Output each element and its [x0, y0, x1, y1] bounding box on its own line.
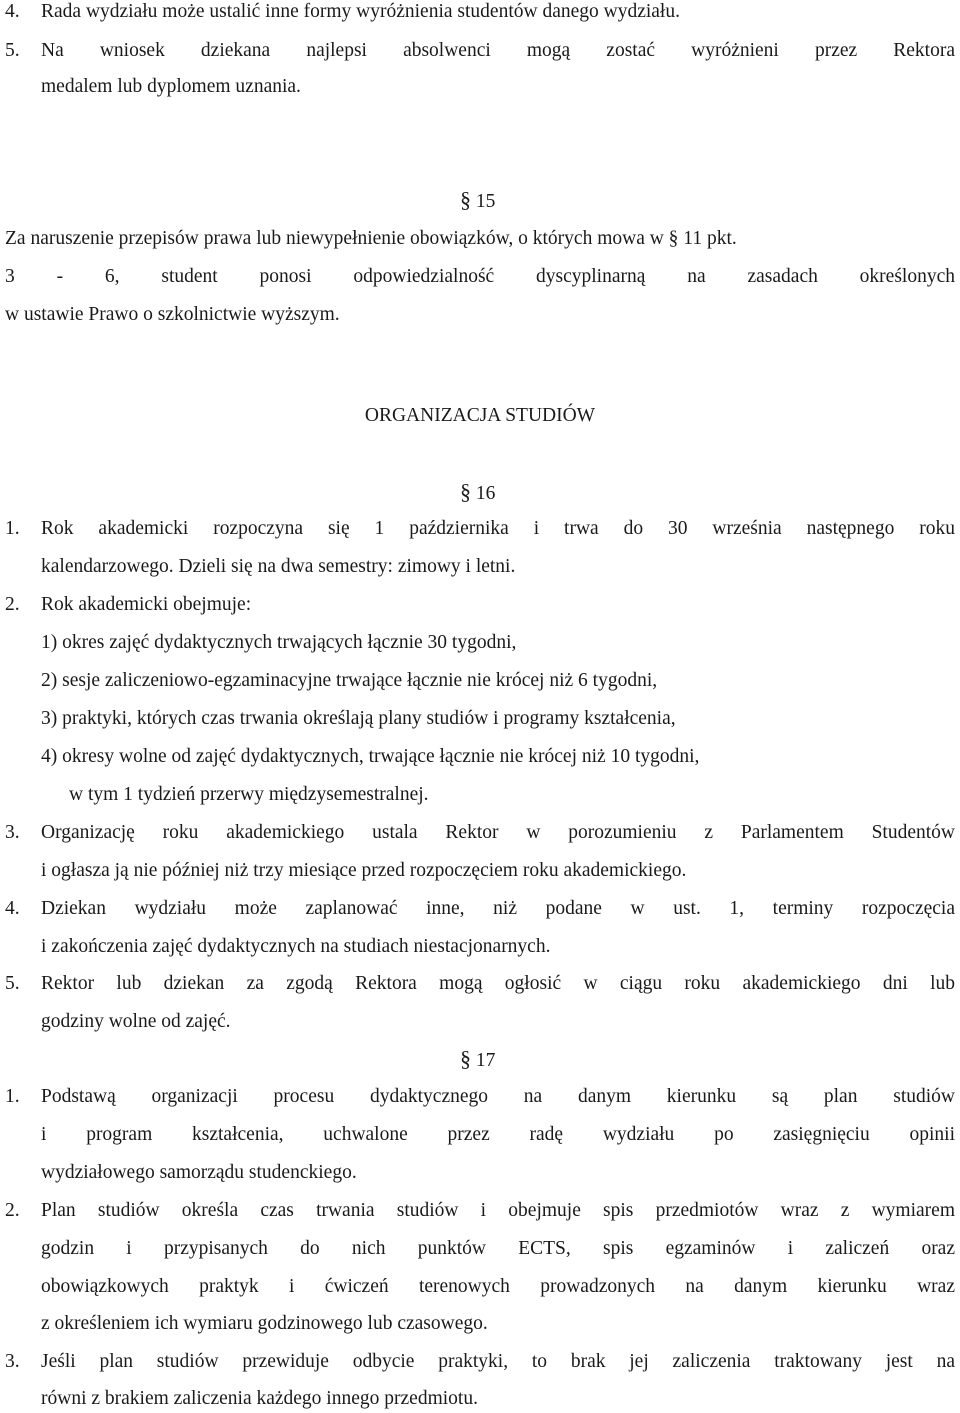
section-heading-15: [0, 186, 960, 214]
paragraph-line: Organizację roku akademickiego ustala Rektor w porozumieniu z Parlamentem Studentów: [41, 822, 955, 843]
item-number: 5.: [5, 973, 20, 994]
paragraph-line: Na wniosek dziekana najlepsi absolwenci mogą zostać wyróżnieni przez Rektora: [41, 40, 955, 61]
paragraph-line: godziny wolne od zajęć.: [41, 1011, 231, 1032]
paragraph-line: Za naruszenie przepisów prawa lub niewypełnienie obowiązków, o których mowa w § 11 pkt.: [5, 228, 737, 249]
paragraph-line: równi z brakiem zaliczenia każdego innego przedmiotu.: [41, 1388, 478, 1409]
list-item-continuation: [0, 73, 960, 101]
paragraph-line: Dziekan wydziału może zaplanować inne, niż podane w ust. 1, terminy rozpoczęcia: [41, 898, 955, 919]
list-item: [0, 0, 960, 26]
list-item-continuation: [0, 1159, 960, 1187]
section-sign: §: [460, 479, 471, 504]
section-mark: [460, 186, 495, 216]
item-number: 5.: [5, 40, 20, 61]
section-mark: [460, 478, 495, 508]
list-item: [0, 970, 960, 998]
paragraph-line: 3) praktyki, których czas trwania określają plany studiów i programy kształcenia,: [41, 708, 676, 729]
list-item: [0, 1348, 960, 1376]
paragraph-line: i program kształcenia, uchwalone przez radę wydziału po zasięgnięciu opinii: [41, 1124, 955, 1145]
item-number: 3.: [5, 822, 20, 843]
section-heading-17: [0, 1045, 960, 1073]
paragraph-line: Rektor lub dziekan za zgodą Rektora mogą ogłosić w ciągu roku akademickiego dni lub: [41, 973, 955, 994]
paragraph-line: godzin i przypisanych do nich punktów ECTS, spis egzaminów i zaliczeń oraz: [41, 1238, 955, 1259]
list-item: [0, 1197, 960, 1225]
list-item: [0, 515, 960, 543]
paragraph-line: wydziałowego samorządu studenckiego.: [41, 1162, 357, 1183]
paragraph: [0, 301, 960, 329]
section-number: 16: [475, 483, 496, 504]
paragraph-line: obowiązkowych praktyk i ćwiczeń terenowych prowadzonych na danym kierunku wraz: [41, 1276, 955, 1297]
list-item: [0, 895, 960, 923]
paragraph-line: Podstawą organizacji procesu dydaktycznego na danym kierunku są plan studiów: [41, 1086, 955, 1107]
list-item: [0, 819, 960, 847]
section-number: 17: [475, 1050, 496, 1071]
item-number: 1.: [5, 1086, 20, 1107]
sub-item: [0, 705, 960, 733]
paragraph-line: Rada wydziału może ustalić inne formy wyróżnienia studentów danego wydziału.: [41, 1, 680, 22]
sub-item: [0, 629, 960, 657]
paragraph-line: Jeśli plan studiów przewiduje odbycie praktyki, to brak jej zaliczenia traktowany jest na: [41, 1351, 955, 1372]
list-item: [0, 1083, 960, 1111]
sub-item: [0, 667, 960, 695]
paragraph-line: w tym 1 tydzień przerwy międzysemestralnej.: [69, 784, 429, 805]
paragraph-line: z określeniem ich wymiaru godzinowego lub czasowego.: [41, 1313, 488, 1334]
list-item-continuation: [0, 1235, 960, 1263]
paragraph: [0, 225, 960, 253]
paragraph-line: 3 - 6, student ponosi odpowiedzialność dyscyplinarną na zasadach określonych: [5, 266, 955, 287]
page-heading: ORGANIZACJA STUDIÓW: [364, 405, 596, 426]
section-sign: §: [460, 187, 471, 212]
paragraph-line: Rok akademicki rozpoczyna się 1 października i trwa do 30 września następnego roku: [41, 518, 955, 539]
item-number: 3.: [5, 1351, 20, 1372]
paragraph-line: i zakończenia zajęć dydaktycznych na studiach niestacjonarnych.: [41, 936, 551, 957]
item-number: 4.: [5, 898, 20, 919]
list-item-continuation: [0, 1121, 960, 1149]
list-item-continuation: [0, 1273, 960, 1301]
list-item-continuation: [0, 1385, 960, 1413]
paragraph-line: kalendarzowego. Dzieli się na dwa semestry: zimowy i letni.: [41, 556, 516, 577]
paragraph-line: 4) okresy wolne od zajęć dydaktycznych, trwające łącznie nie krócej niż 10 tygodni,: [41, 746, 700, 767]
section-sign: §: [460, 1046, 471, 1071]
paragraph-line: i ogłasza ją nie później niż trzy miesiące przed rozpoczęciem roku akademickiego.: [41, 860, 687, 881]
list-item-continuation: [0, 1310, 960, 1338]
list-item: [0, 37, 960, 65]
paragraph-line: medalem lub dyplomem uznania.: [41, 76, 301, 97]
paragraph-line: w ustawie Prawo o szkolnictwie wyższym.: [5, 304, 340, 325]
section-number: 15: [475, 191, 496, 212]
section-mark: [460, 1045, 495, 1075]
list-item: [0, 591, 960, 619]
list-item-continuation: [0, 553, 960, 581]
item-number: 4.: [5, 1, 20, 22]
section-heading-16: [0, 478, 960, 506]
list-item-continuation: [0, 1008, 960, 1036]
item-number: 2.: [5, 1200, 20, 1221]
sub-item-continuation: [0, 781, 960, 809]
sub-item: [0, 743, 960, 771]
item-number: 1.: [5, 518, 20, 539]
paragraph-line: 1) okres zajęć dydaktycznych trwających łącznie 30 tygodni,: [41, 632, 517, 653]
paragraph: [0, 263, 960, 291]
paragraph-line: 2) sesje zaliczeniowo-egzaminacyjne trwające łącznie nie krócej niż 6 tygodni,: [41, 670, 658, 691]
list-item-continuation: [0, 933, 960, 961]
paragraph-line: Rok akademicki obejmuje:: [41, 594, 252, 615]
item-number: 2.: [5, 594, 20, 615]
list-item-continuation: [0, 857, 960, 885]
paragraph-line: Plan studiów określa czas trwania studiów i obejmuje spis przedmiotów wraz z wymiarem: [41, 1200, 955, 1221]
